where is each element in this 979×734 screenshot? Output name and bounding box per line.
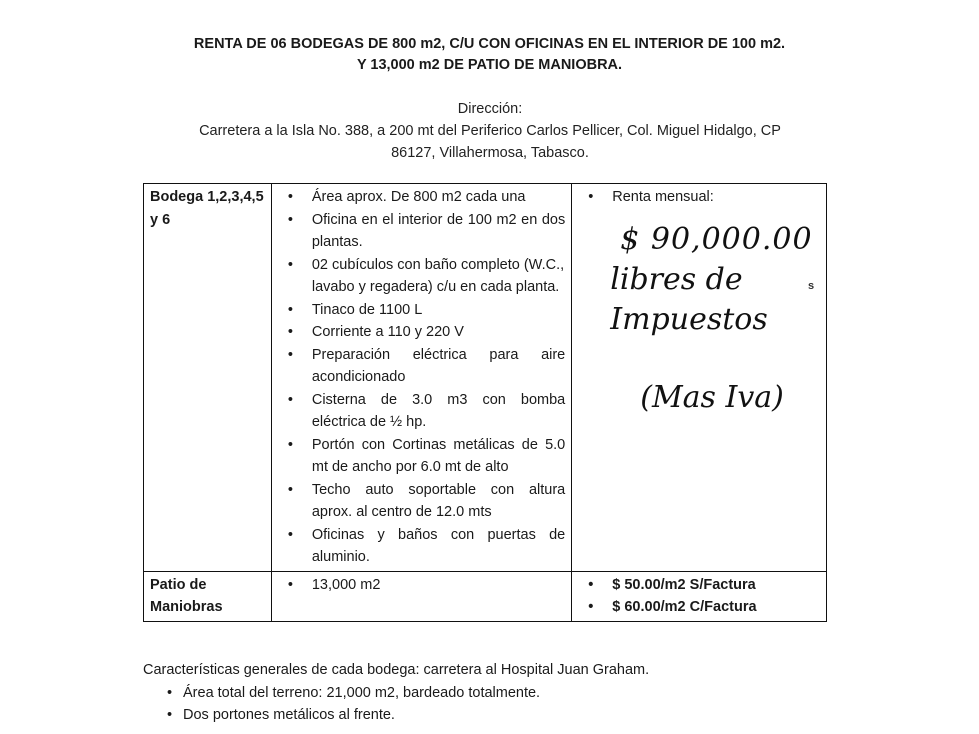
list-item: • Cisterna de 3.0 m3 con bomba eléctrica de ½ hp. — [278, 389, 565, 434]
bodega-features-cell — [271, 184, 571, 572]
handwritten-line-4: (Mas Iva) — [640, 380, 784, 415]
handwritten-line-3: Impuestos — [610, 302, 768, 337]
handwritten-line-2: libres de — [610, 262, 743, 297]
price-label: • Renta mensual: — [578, 186, 820, 209]
list-item: • Oficinas y baños con puertas de aluminio. — [278, 524, 565, 569]
title-line-1: RENTA DE 06 BODEGAS DE 800 m2, C/U CON OFICINAS EN EL INTERIOR DE 100 m2. — [193, 36, 786, 52]
bodega-name-cell: Bodega 1,2,3,4,5 y 6 — [144, 184, 272, 572]
address-block — [120, 98, 860, 164]
price-item: • $ 50.00/m2 S/Factura — [578, 574, 820, 597]
table-row-patio — [144, 571, 827, 621]
bodega-features-list — [278, 186, 565, 569]
address-line-2: 86127, Villahermosa, Tabasco. — [391, 145, 589, 161]
table-row-bodega — [144, 184, 827, 572]
list-item: • Portón con Cortinas metálicas de 5.0 mt de ancho por 6.0 mt de alto — [278, 434, 565, 479]
address-label: Dirección: — [457, 101, 523, 117]
stray-mark: s — [808, 280, 815, 292]
list-item: • Preparación eléctrica para aire acondicionado — [278, 344, 565, 389]
title-line-2: Y 13,000 m2 DE PATIO DE MANIOBRA. — [356, 57, 623, 73]
general-features-intro: Características generales de cada bodega: carretera al Hospital Juan Graham. — [143, 662, 650, 678]
general-features-list — [143, 682, 863, 727]
patio-price-cell — [572, 571, 827, 621]
patio-feature-cell — [271, 571, 571, 621]
list-item: • Corriente a 110 y 220 V — [278, 321, 565, 344]
list-item: • 13,000 m2 — [278, 574, 565, 597]
list-item: • Área aprox. De 800 m2 cada una — [278, 186, 565, 209]
list-item: • Techo auto soportable con altura aprox. al centro de 12.0 mts — [278, 479, 565, 524]
patio-price-list — [578, 574, 820, 619]
general-features — [143, 659, 863, 727]
bodega-price-cell — [572, 184, 827, 572]
property-table — [143, 183, 827, 622]
list-item: • Dos portones metálicos al frente. — [143, 704, 863, 727]
handwritten-amount: $ 90,000.00 — [620, 222, 813, 257]
list-item: • Oficina en el interior de 100 m2 en dos plantas. — [278, 209, 565, 254]
list-item: • 02 cubículos con baño completo (W.C., lavabo y regadera) c/u en cada planta. — [278, 254, 565, 299]
price-item: • $ 60.00/m2 C/Factura — [578, 596, 820, 619]
list-item: • Tinaco de 1100 L — [278, 299, 565, 322]
patio-feature-list — [278, 574, 565, 597]
patio-name-cell: Patio de Maniobras — [144, 571, 272, 621]
list-item: • Área total del terreno: 21,000 m2, bardeado totalmente. — [143, 682, 863, 705]
document-title — [0, 34, 979, 76]
bodega-price-list — [578, 186, 820, 209]
address-line-1: Carretera a la Isla No. 388, a 200 mt del Periferico Carlos Pellicer, Col. Miguel Hidalgo, CP — [199, 123, 781, 139]
